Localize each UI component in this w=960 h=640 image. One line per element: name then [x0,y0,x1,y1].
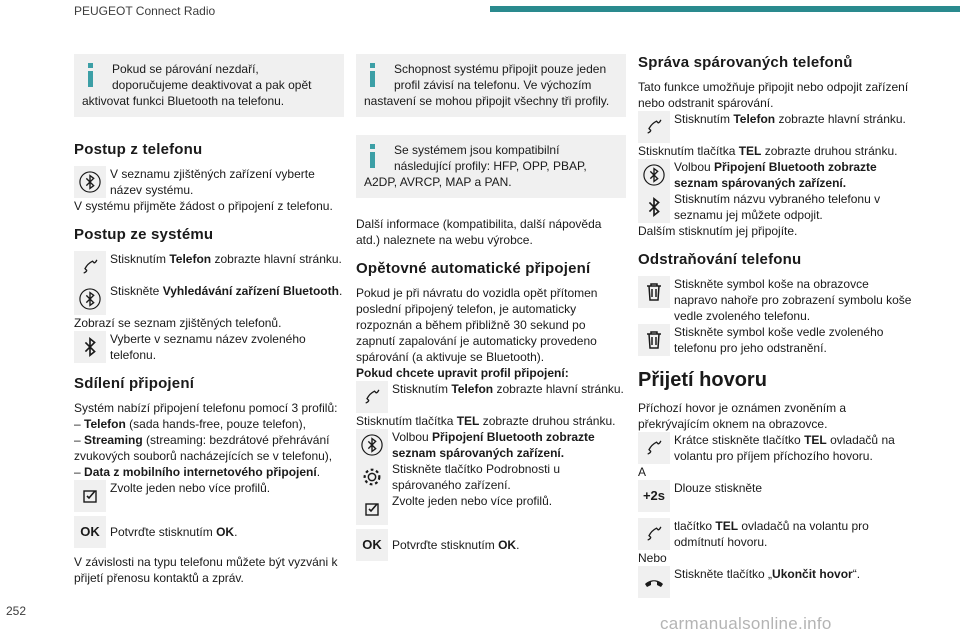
step-row [356,493,626,525]
trash-icon [638,324,670,356]
bluetooth-icon [356,429,388,461]
section-title: Správa spárovaných telefonů [638,54,853,71]
step-row [638,480,913,512]
paragraph [356,413,626,429]
paragraph-bold [356,365,626,381]
bluetooth-symbol-icon [74,331,106,363]
page-number: 252 [6,604,27,618]
text: zobrazte druhou stránku. [761,144,898,158]
phone-handset-icon [638,111,670,143]
step-text: “. [852,567,861,581]
paragraph: Dalším stisknutím jej připojíte. [638,224,798,238]
step-text: Volbou [674,160,715,174]
bold-text: TEL [456,414,480,428]
long-press-icon [638,480,670,512]
step-text: Stiskněte tlačítko Podrobnosti u spárovaného zařízení. [392,462,561,492]
list-item [74,464,344,480]
info-text: Schopnost systému připojit pouze jeden profil závisí na telefonu. Ve výchozím nastavení se mohou připojit všechny tři profily. [364,62,610,108]
bluetooth-icon [74,283,106,315]
step-text-bold: OK [498,538,517,552]
step-row [638,518,913,550]
step-row [638,324,913,356]
step-row [74,331,344,363]
step-text: zobrazte hlavní stránku. [775,112,906,126]
paragraph: Systém nabízí připojení telefonu pomocí 3 profilů: [74,401,338,415]
paragraph: Další informace (kompatibilita, další nápověda atd.) naleznete na webu výrobce. [356,217,602,247]
section-title: Odstraňování telefonu [638,251,802,268]
step-text: Vyberte v seznamu název zvoleného telefonu. [110,332,306,362]
step-text-bold: Telefon [451,382,494,396]
paragraph: V závislosti na typu telefonu můžete být vyzváni k přijetí přenosu kontaktů a zpráv. [74,555,338,585]
step-text: tlačítko [674,519,716,533]
info-icon [366,144,380,168]
section-title: Postup ze systému [74,226,214,243]
profile-name: Telefon [84,417,126,431]
step-row [356,461,626,493]
step-row [638,276,913,324]
step-text-bold: OK [216,525,235,539]
profile-name: Streaming [84,433,143,447]
step-text: Stiskněte symbol koše na obrazovce napravo nahoře pro zobrazení symbolu koše vedle zvoleného telefonu. [674,277,912,323]
step-row [356,429,626,461]
phone-handset-icon [638,518,670,550]
chapter-title: Přijetí hovoru [638,369,767,391]
step-text: Zvolte jeden nebo více profilů. [392,494,553,508]
info-icon [366,63,380,87]
bold-text: TEL [738,144,762,158]
info-box [356,54,626,117]
profile-name: Data z mobilního internetového připojení [84,465,317,479]
step-text: Stisknutím názvu vybraného telefonu v seznamu jej můžete odpojit. [674,192,881,222]
bold-text: Pokud chcete upravit profil připojení: [356,366,569,380]
step-text: zobrazte hlavní stránku. [211,252,342,266]
step-text: ovladačů na volantu pro odmítnutí hovoru. [674,519,869,549]
list-item [74,432,344,464]
step-row [356,529,626,561]
step-row [74,251,344,283]
step-text: . [234,525,238,539]
step-text: Potvrďte stisknutím [110,525,217,539]
ok-label: OK [80,524,100,539]
step-row [74,166,344,198]
step-text: Potvrďte stisknutím [392,538,499,552]
step-text: Zvolte jeden nebo více profilů. [110,481,271,495]
text: zobrazte druhou stránku. [479,414,616,428]
text: Stisknutím tlačítka [638,144,739,158]
bluetooth-icon [638,159,670,191]
step-text-bold: TEL [804,433,827,447]
bluetooth-icon [74,166,106,198]
step-text: Stiskněte [110,284,163,298]
paragraph: A [638,465,647,479]
info-box [356,135,626,198]
phone-handset-icon [356,381,388,413]
step-text: Stiskněte tlačítko „ [674,567,773,581]
step-text: Stisknutím [392,382,452,396]
watermark: carmanualsonline.info [660,614,832,633]
list-item [74,416,344,432]
step-text: V seznamu zjištěných zařízení vyberte název systému. [110,167,315,197]
bluetooth-symbol-icon [638,191,670,223]
profile-desc: (sada hands-free, pouze telefon), [125,417,306,431]
ok-icon [356,529,388,561]
info-box [74,54,344,117]
info-icon [84,63,98,87]
section-title: Opětovné automatické připojení [356,260,591,277]
checkbox-icon [74,480,106,512]
dash: – [74,465,81,479]
checkbox-icon [356,493,388,525]
long-press-label: +2s [642,488,666,503]
header-title: PEUGEOT Connect Radio [74,4,216,18]
ok-label: OK [362,537,382,552]
step-text: Stisknutím [674,112,734,126]
step-text-bold: TEL [715,519,739,533]
step-text: zobrazte hlavní stránku. [493,382,624,396]
step-text: Krátce stiskněte tlačítko [674,433,805,447]
profile-desc: (streaming: bezdrátové přehrávání zvukových souborů nacházejících se v telefonu), [74,433,333,463]
step-text: Volbou [392,430,433,444]
header-accent-bar [490,6,960,12]
step-text: . [516,538,520,552]
step-text: Dlouze stiskněte [674,481,763,495]
ok-icon [74,516,106,548]
step-text-bold: Připojení Bluetooth zobrazte seznam spárovaných zařízení. [392,430,595,460]
phone-handset-icon [74,251,106,283]
paragraph: Nebo [638,551,667,565]
step-row [638,191,913,223]
section-title: Sdílení připojení [74,375,195,392]
step-text-bold: Telefon [169,252,212,266]
profile-desc: . [316,465,321,479]
paragraph: Zobrazí se seznam zjištěných telefonů. [74,316,282,330]
step-row [638,159,913,191]
settings-gear-icon [356,461,388,493]
step-text: ovladačů na volantu pro příjem příchozího hovoru. [674,433,895,463]
step-text-bold: Telefon [733,112,776,126]
paragraph [638,143,913,159]
step-text: . [338,284,343,298]
trash-icon [638,276,670,308]
paragraph: Příchozí hovor je oznámen zvoněním a překrývajícím oknem na obrazovce. [638,401,847,431]
step-text: Stisknutím [110,252,170,266]
step-text-bold: Ukončit hovor [772,567,853,581]
step-row [74,480,344,512]
step-text-bold: Vyhledávání zařízení Bluetooth [162,284,339,298]
step-row [638,432,913,464]
step-text-bold: Připojení Bluetooth zobrazte seznam spárovaných zařízení. [674,160,877,190]
step-row [638,111,913,143]
paragraph: Tato funkce umožňuje připojit nebo odpojit zařízení nebo odstranit spárování. [638,80,909,110]
hang-up-icon [638,566,670,598]
dash: – [74,417,81,431]
info-text: Pokud se párování nezdaří, doporučujeme deaktivovat a pak opět aktivovat funkci Bluetooth na telefonu. [82,62,312,108]
section-title: Postup z telefonu [74,141,203,158]
column-1 [74,54,344,586]
step-row [74,516,344,548]
phone-handset-icon [638,432,670,464]
step-row [356,381,626,413]
info-text: Se systémem jsou kompatibilní následující profily: HFP, OPP, PBAP, A2DP, AVRCP, MAP a PAN. [364,143,587,189]
column-3 [638,54,913,598]
step-row [74,283,344,315]
step-text: Stiskněte symbol koše vedle zvoleného telefonu pro jeho odstranění. [674,325,884,355]
paragraph: V systému přijměte žádost o připojení z telefonu. [74,199,333,213]
column-2 [356,54,626,561]
step-row [638,566,913,598]
dash: – [74,433,81,447]
text: Stisknutím tlačítka [356,414,457,428]
paragraph: Pokud je při návratu do vozidla opět přítomen poslední připojený telefon, je automaticky rozpoznán a během přibližně 30 sekund po zapnutí zapalování je automaticky provedeno spárování (a aktivuje se Bluetooth). [356,286,598,364]
